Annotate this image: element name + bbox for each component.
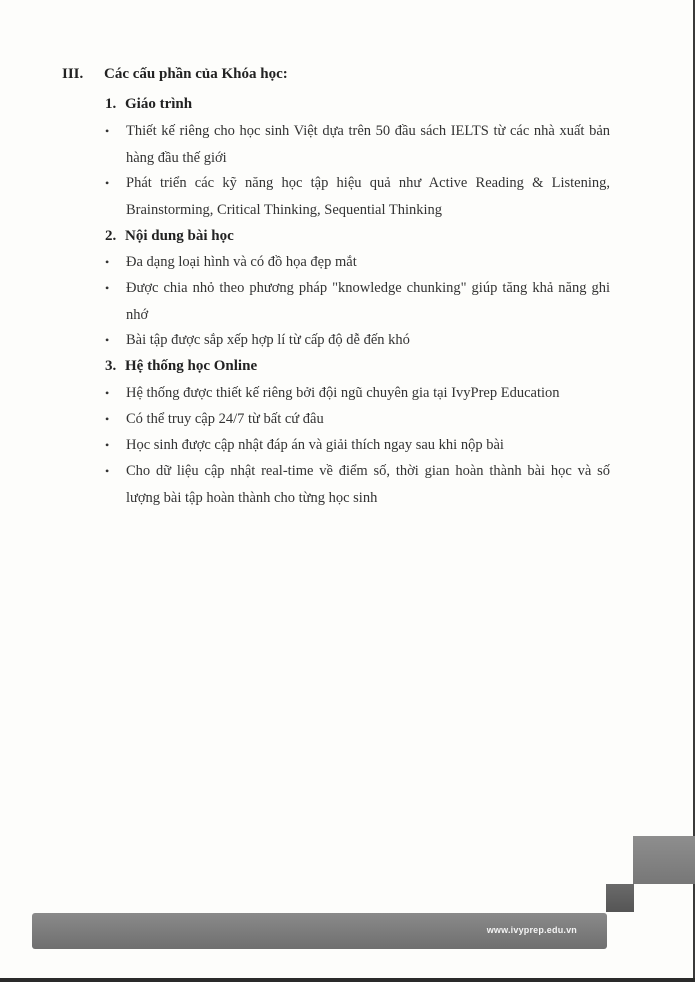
list-item (105, 275, 610, 328)
subsection-title: Nội dung bài học (125, 228, 234, 244)
decorative-square-small (606, 884, 634, 912)
list-item-text: Cho dữ liệu cập nhật real-time về điểm số, thời gian hoàn thành bài học và số lượng bài tập hoàn thành cho từng học sinh (126, 463, 610, 506)
list-item-text: Thiết kế riêng cho học sinh Việt dựa trên 50 đầu sách IELTS từ các nhà xuất bản hàng đầu thế giới (126, 123, 610, 166)
list-item (105, 380, 610, 407)
list-item (105, 406, 610, 433)
list-item-text: Có thể truy cập 24/7 từ bất cứ đâu (126, 411, 324, 427)
subsection-heading-1 (105, 96, 192, 113)
list-item-text: Đa dạng loại hình và có đồ họa đẹp mắt (126, 254, 357, 270)
subsection-title: Hệ thống học Online (125, 358, 258, 374)
bullet-icon: • (105, 176, 110, 190)
bullet-icon: • (105, 281, 110, 295)
list-item-text: Được chia nhỏ theo phương pháp "knowledge chunking" giúp tăng khả năng ghi nhớ (126, 280, 610, 323)
decorative-square-large (633, 836, 695, 884)
list-item-text: Phát triển các kỹ năng học tập hiệu quả như Active Reading & Listening, Brainstorming, Critical Thinking, Sequential Thinking (126, 175, 610, 218)
list-item-text: Hệ thống được thiết kế riêng bởi đội ngũ chuyên gia tại IvyPrep Education (126, 385, 560, 401)
section-roman-number: III. (62, 66, 84, 82)
list-item-text: Bài tập được sắp xếp hợp lí từ cấp độ dễ đến khó (126, 332, 410, 348)
list-item (105, 118, 610, 171)
list-item (105, 327, 610, 354)
subsection-number: 1. (105, 96, 117, 112)
subsection-title: Giáo trình (125, 96, 193, 112)
footer-bar (32, 913, 607, 949)
list-item-text: Học sinh được cập nhật đáp án và giải thích ngay sau khi nộp bài (126, 437, 504, 453)
list-item (105, 249, 610, 276)
subsection-number: 3. (105, 358, 117, 374)
bullet-icon: • (105, 464, 110, 478)
subsection-heading-2 (105, 228, 234, 245)
footer-website-url: www.ivyprep.edu.vn (486, 925, 577, 935)
bullet-icon: • (105, 255, 110, 269)
bullet-icon: • (105, 438, 110, 452)
section-title: Các cấu phần của Khóa học: (104, 66, 288, 82)
bullet-icon: • (105, 124, 110, 138)
bullet-icon: • (105, 412, 110, 426)
list-item (105, 458, 610, 511)
subsection-number: 2. (105, 228, 117, 244)
bullet-icon: • (105, 333, 110, 347)
list-item (105, 170, 610, 223)
subsection-heading-3 (105, 358, 257, 375)
list-item (105, 432, 610, 459)
page-edge-bottom (0, 978, 695, 982)
section-heading (62, 66, 288, 83)
bullet-icon: • (105, 386, 110, 400)
